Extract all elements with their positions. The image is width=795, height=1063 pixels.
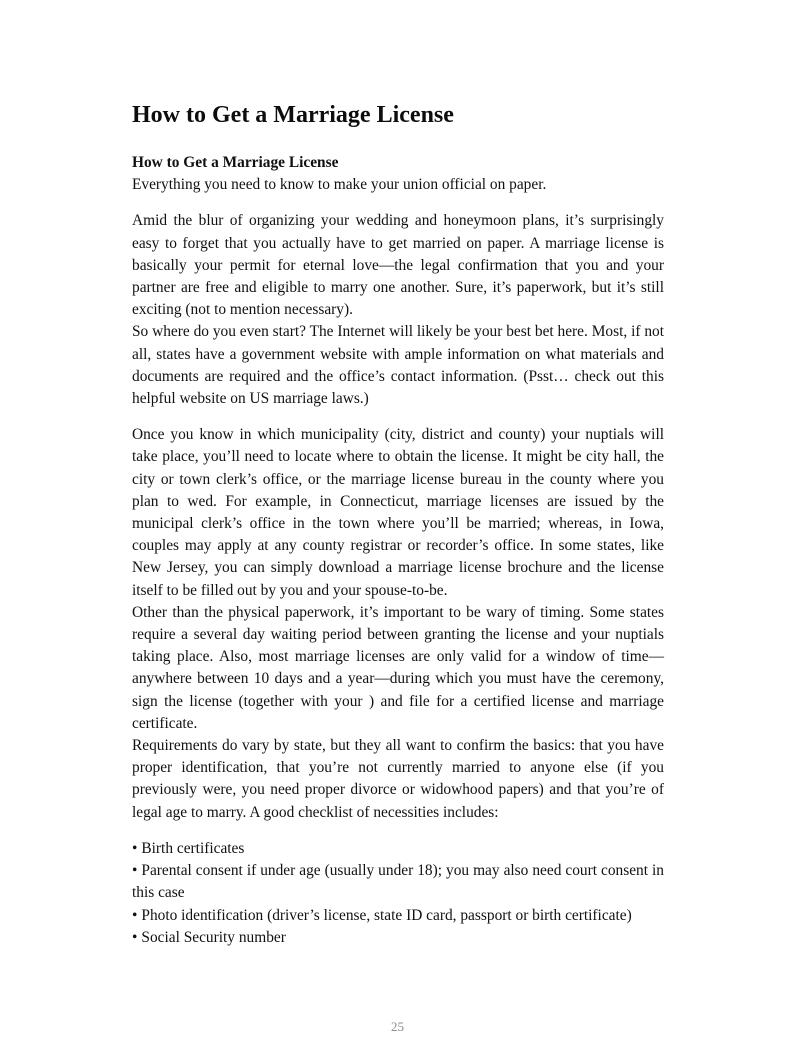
article-body: [132, 152, 664, 949]
bullet-icon: •: [132, 862, 138, 880]
list-item-text: Birth certificates: [141, 839, 245, 857]
list-item-text: Social Security number: [141, 928, 286, 946]
list-item: [132, 860, 664, 904]
bullet-icon: •: [132, 839, 138, 857]
section-heading: How to Get a Marriage License: [132, 154, 339, 171]
bullet-icon: •: [132, 928, 138, 946]
paragraph-requirements: Requirements do vary by state, but they all want to confirm the basics: that you have proper identification, that you’re not currently married to anyone else (if you previously were, you need proper divorce or widowhood papers) and that you’re of legal age to marry. A good checklist of necessities includes:: [132, 737, 664, 821]
section-tagline: Everything you need to know to make your union official on paper.: [132, 176, 547, 194]
paragraph-where-to-start: So where do you even start? The Internet will likely be your best bet here. Most, if not all, states have a government website with ample information on what materials and documents are required and the office’s contact information. (Psst… check out this helpful website on US marriage laws.): [132, 323, 664, 408]
bullet-icon: •: [132, 906, 138, 924]
necessities-checklist: [132, 838, 664, 949]
paragraph-intro: Amid the blur of organizing your wedding and honeymoon plans, it’s surprisingly easy to forget that you actually have to get married on paper. A marriage license is basically your permit for eternal love—the legal confirmation that you and your partner are free and eligible to marry one another. Sure, it’s paperwork, but it’s still exciting (not to mention necessary).: [132, 212, 664, 319]
list-item-text: Parental consent if under age (usually under 18); you may also need court consent in this case: [132, 862, 664, 902]
list-item: [132, 927, 664, 949]
page-title: How to Get a Marriage License: [132, 102, 454, 128]
paragraph-timing: Other than the physical paperwork, it’s important to be wary of timing. Some states require a several day waiting period between granting the license and your nuptials taking place. Also, most marriage licenses are only valid for a window of time—anywhere between 10 days and a year—during which you must have the ceremony, sign the license (together with your ) and file for a certified license and marriage certificate.: [132, 603, 664, 732]
list-item: [132, 905, 664, 927]
paragraph-municipality: Once you know in which municipality (city, district and county) your nuptials will take place, you’ll need to locate where to obtain the license. It might be city hall, the city or town clerk’s office, or the marriage license bureau in the county where you plan to wed. For example, in Connecticut, marriage licenses are issued by the municipal clerk’s office in the town where you’ll be married; whereas, in Iowa, couples may apply at any county registrar or recorder’s office. In some states, like New Jersey, you can simply download a marriage license brochure and the license itself to be filled out by you and your spouse-to-be.: [132, 426, 664, 599]
page-number: 25: [391, 1019, 404, 1034]
list-item: [132, 838, 664, 860]
list-item-text: Photo identification (driver’s license, state ID card, passport or birth certificate): [141, 906, 632, 924]
